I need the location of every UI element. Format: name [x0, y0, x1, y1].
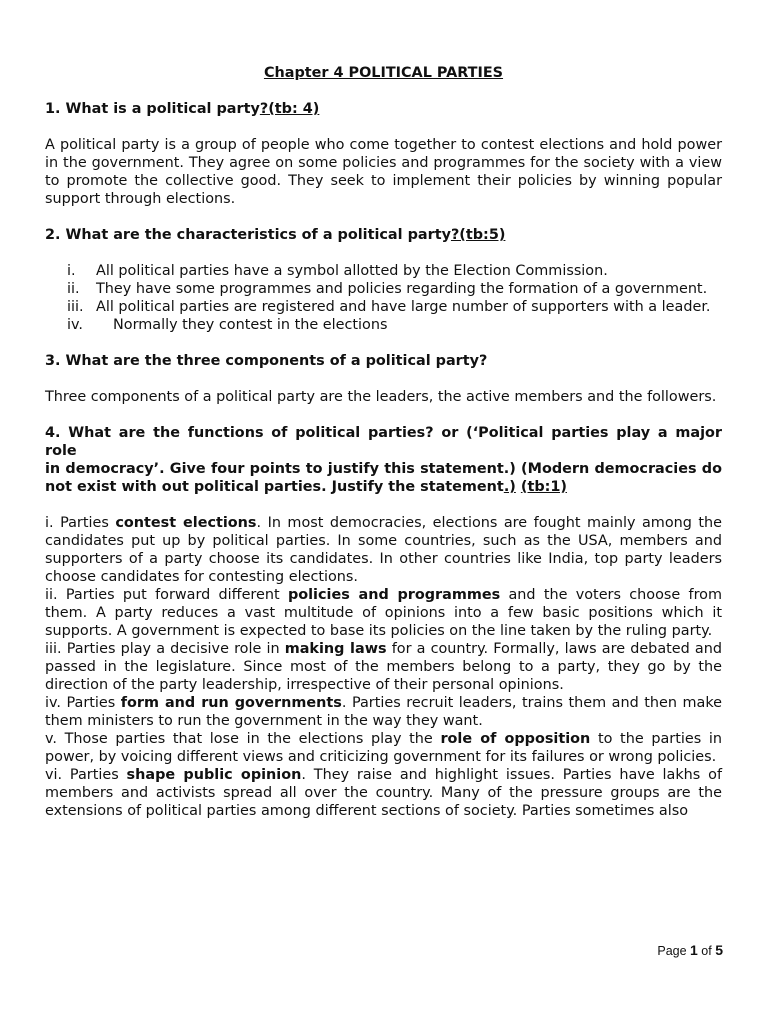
function-item — [45, 694, 722, 730]
total-pages: 5 — [715, 942, 723, 958]
function-text: to the parties in power, by voicing different views and criticizing government for its failures or wrong policies. — [45, 731, 722, 765]
list-item-number: iv. — [67, 317, 83, 333]
page-label: Page — [657, 944, 691, 958]
functions-list — [45, 514, 722, 820]
function-keyword: contest elections — [115, 515, 257, 531]
list-item — [45, 280, 722, 298]
question-2-ref: ?(tb:5) — [450, 227, 506, 243]
function-text: for a country. Formally, laws are debated and passed in the legislature. Since most of the members belong to a party, they go by the direction of the party leadership, irrespective of their personal opinions. — [45, 641, 722, 693]
list-item-number: iii. — [67, 299, 84, 315]
question-4-line2 — [45, 460, 722, 496]
function-keyword: policies and programmes — [287, 587, 501, 603]
question-3: 3. What are the three components of a political party? — [45, 353, 488, 369]
list-item-text: All political parties have a symbol allotted by the Election Commission. — [96, 263, 608, 279]
function-text: iv. Parties — [45, 695, 121, 711]
function-text: vi. Parties — [45, 767, 127, 783]
document-body — [45, 64, 722, 820]
list-item-text: All political parties are registered and have large number of supporters with a leader. — [96, 299, 711, 315]
of-label: of — [697, 944, 716, 958]
page-number-footer — [657, 942, 723, 958]
function-text: . Parties recruit leaders, trains them and then make them ministers to run the government in the way they want. — [45, 695, 722, 729]
list-item-number: i. — [67, 263, 76, 279]
question-2-text: 2. What are the characteristics of a political party — [45, 227, 451, 243]
function-item — [45, 586, 722, 640]
current-page-number: 1 — [690, 942, 698, 958]
question-4-tail: .) — [503, 479, 516, 495]
function-item — [45, 766, 722, 820]
answer-3: Three components of a political party are the leaders, the active members and the followers. — [45, 389, 717, 405]
question-1-ref: ?(tb: 4) — [259, 101, 320, 117]
function-item — [45, 514, 722, 586]
function-item — [45, 640, 722, 694]
list-item — [45, 262, 722, 280]
list-item — [45, 316, 722, 334]
function-text: . In most democracies, elections are fought mainly among the candidates put up by political parties. In some countries, such as the USA, members and supporters of a party choose its candidates. In other countries like India, top party leaders choose candidates for contesting elections. — [45, 515, 722, 585]
answer-1: A political party is a group of people who come together to contest elections and hold power in the government. They agree on some policies and programmes for the society with a view to promote the collective good. They seek to implement their policies by winning popular support through elections. — [45, 137, 722, 207]
function-item — [45, 730, 722, 766]
function-keyword: shape public opinion — [126, 767, 302, 783]
question-1 — [45, 100, 722, 118]
question-2 — [45, 226, 722, 244]
question-4-text: in democracy’. Give four points to justify this statement.) (Modern democracies do not exist with out political parties. Justify the statement — [45, 461, 722, 495]
question-4-line1: 4. What are the functions of political parties? or (‘Political parties play a major role — [45, 425, 722, 459]
function-keyword: role of opposition — [440, 731, 591, 747]
function-keyword: form and run governments — [120, 695, 342, 711]
question-1-text: 1. What is a political party — [45, 101, 260, 117]
function-text: . They raise and highlight issues. Parties have lakhs of members and activists spread all over the country. Many of the pressure groups are the extensions of political parties among different sections of society. Parties sometimes also — [45, 767, 723, 819]
characteristics-list — [45, 262, 722, 334]
list-item-text: Normally they contest in the elections — [113, 317, 388, 333]
question-4 — [45, 424, 722, 496]
function-text: ii. Parties put forward different — [45, 587, 288, 603]
list-item — [45, 298, 722, 316]
question-4-ref: (tb:1) — [520, 479, 567, 495]
function-keyword: making laws — [284, 641, 387, 657]
list-item-number: ii. — [67, 281, 80, 297]
function-text: and the voters choose from them. A party reduces a vast multitude of opinions into a few basic positions which it supports. A government is expected to base its policies on the line taken by the ruling party. — [45, 587, 723, 639]
function-text: i. Parties — [45, 515, 116, 531]
function-text: v. Those parties that lose in the elections play the — [45, 731, 441, 747]
list-item-text: They have some programmes and policies regarding the formation of a government. — [96, 281, 708, 297]
function-text: iii. Parties play a decisive role in — [45, 641, 285, 657]
chapter-title: Chapter 4 POLITICAL PARTIES — [263, 65, 504, 81]
